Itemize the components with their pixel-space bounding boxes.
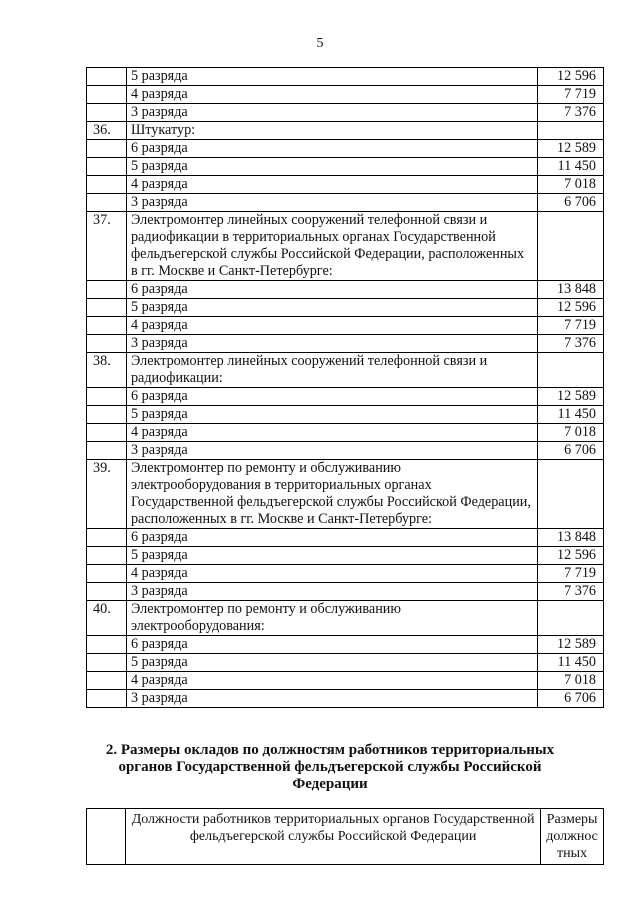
row-number-cell — [87, 68, 127, 86]
row-number-cell: 39. — [87, 460, 127, 529]
table-row — [87, 547, 604, 565]
page-number: 5 — [316, 36, 324, 51]
row-description-cell: 6 разряда — [126, 281, 537, 299]
table-row — [87, 140, 604, 158]
row-value-cell — [538, 601, 604, 636]
row-description-cell: 6 разряда — [126, 140, 537, 158]
row-number-cell — [87, 442, 127, 460]
row-value-cell: 7 376 — [538, 104, 604, 122]
table-row — [87, 690, 604, 708]
table-row — [87, 406, 604, 424]
row-description-cell: 5 разряда — [126, 406, 537, 424]
table-row — [87, 194, 604, 212]
row-value-cell: 12 589 — [538, 140, 604, 158]
table-row — [87, 317, 604, 335]
table-row — [87, 388, 604, 406]
row-value-cell: 12 589 — [538, 636, 604, 654]
row-description-cell: 6 разряда — [126, 529, 537, 547]
row-description-cell: 5 разряда — [126, 68, 537, 86]
row-value-cell — [538, 212, 604, 281]
row-number-cell — [87, 654, 127, 672]
table-row — [87, 529, 604, 547]
row-value-cell: 13 848 — [538, 529, 604, 547]
row-description-cell: 5 разряда — [126, 654, 537, 672]
row-description-cell: 3 разряда — [126, 690, 537, 708]
header-cell-sizes: Размеры должнос тных — [541, 809, 604, 865]
row-number-cell: 40. — [87, 601, 127, 636]
table-row — [87, 442, 604, 460]
row-value-cell: 12 596 — [538, 68, 604, 86]
row-number-cell — [87, 335, 127, 353]
row-value-cell: 7 719 — [538, 86, 604, 104]
row-number-cell — [87, 565, 127, 583]
table-row — [87, 601, 604, 636]
row-description-cell: 5 разряда — [126, 158, 537, 176]
row-value-cell: 7 719 — [538, 317, 604, 335]
row-value-cell: 7 376 — [538, 583, 604, 601]
row-description-cell: Электромонтер по ремонту и обслуживанию электрооборудования в территориальных органах Государственной фельдъегерской службы Российской Федерации, расположенных в гг. Москве и Санкт-Петербурге: — [126, 460, 537, 529]
row-description-cell: 4 разряда — [126, 86, 537, 104]
row-value-cell: 11 450 — [538, 654, 604, 672]
row-number-cell — [87, 299, 127, 317]
row-value-cell — [538, 122, 604, 140]
row-number-cell: 36. — [87, 122, 127, 140]
table-row — [87, 424, 604, 442]
table-row — [87, 335, 604, 353]
row-number-cell — [87, 406, 127, 424]
row-description-cell: 4 разряда — [126, 176, 537, 194]
row-value-cell: 7 376 — [538, 335, 604, 353]
row-description-cell: 3 разряда — [126, 104, 537, 122]
table-row — [87, 104, 604, 122]
row-description-cell: 5 разряда — [126, 299, 537, 317]
row-description-cell: 4 разряда — [126, 565, 537, 583]
row-number-cell — [87, 194, 127, 212]
table-row — [87, 583, 604, 601]
row-number-cell — [87, 583, 127, 601]
row-number-cell — [87, 672, 127, 690]
row-description-cell: 4 разряда — [126, 424, 537, 442]
table-row — [87, 212, 604, 281]
row-number-cell — [87, 690, 127, 708]
row-description-cell: Штукатур: — [126, 122, 537, 140]
row-number-cell — [87, 317, 127, 335]
row-number-cell — [87, 281, 127, 299]
row-value-cell: 6 706 — [538, 442, 604, 460]
row-value-cell: 6 706 — [538, 194, 604, 212]
row-description-cell: 4 разряда — [126, 317, 537, 335]
table-row — [87, 68, 604, 86]
section-heading: 2. Размеры окладов по должностям работников территориальных органов Государственной фельдъегерской службы Российской Федерации — [105, 742, 555, 792]
table-row — [87, 636, 604, 654]
row-value-cell: 13 848 — [538, 281, 604, 299]
row-value-cell — [538, 460, 604, 529]
table-row — [87, 672, 604, 690]
row-number-cell: 37. — [87, 212, 127, 281]
row-number-cell — [87, 529, 127, 547]
header-cell-positions: Должности работников территориальных органов Государственной фельдъегерской службы Российской Федерации — [126, 809, 541, 865]
table-row — [87, 122, 604, 140]
header-cell-number — [87, 809, 126, 865]
row-number-cell — [87, 547, 127, 565]
row-value-cell: 6 706 — [538, 690, 604, 708]
row-number-cell — [87, 636, 127, 654]
row-number-cell — [87, 140, 127, 158]
table-row — [87, 299, 604, 317]
row-value-cell: 7 719 — [538, 565, 604, 583]
salary-table — [86, 67, 604, 708]
row-number-cell — [87, 158, 127, 176]
row-description-cell: 3 разряда — [126, 194, 537, 212]
row-number-cell — [87, 176, 127, 194]
table-row — [87, 86, 604, 104]
row-value-cell — [538, 353, 604, 388]
row-number-cell: 38. — [87, 353, 127, 388]
table-row — [87, 281, 604, 299]
row-value-cell: 7 018 — [538, 672, 604, 690]
row-value-cell: 12 589 — [538, 388, 604, 406]
table-row — [87, 460, 604, 529]
row-value-cell: 11 450 — [538, 158, 604, 176]
row-description-cell: Электромонтер линейных сооружений телефонной связи и радиофикации в территориальных органах Государственной фельдъегерской службы Российской Федерации, расположенных в гг. Москве и Санкт-Петербурге: — [126, 212, 537, 281]
row-number-cell — [87, 388, 127, 406]
row-number-cell — [87, 424, 127, 442]
table-row — [87, 565, 604, 583]
row-value-cell: 11 450 — [538, 406, 604, 424]
row-number-cell — [87, 86, 127, 104]
row-description-cell: 6 разряда — [126, 388, 537, 406]
table-row — [87, 176, 604, 194]
row-description-cell: 6 разряда — [126, 636, 537, 654]
row-value-cell: 7 018 — [538, 424, 604, 442]
row-number-cell — [87, 104, 127, 122]
row-description-cell: 3 разряда — [126, 442, 537, 460]
positions-table-header-row — [87, 809, 604, 865]
row-description-cell: Электромонтер по ремонту и обслуживанию электрооборудования: — [126, 601, 537, 636]
row-description-cell: Электромонтер линейных сооружений телефонной связи и радиофикации: — [126, 353, 537, 388]
positions-table — [86, 808, 604, 865]
row-description-cell: 3 разряда — [126, 335, 537, 353]
row-description-cell: 5 разряда — [126, 547, 537, 565]
row-value-cell: 12 596 — [538, 299, 604, 317]
row-value-cell: 7 018 — [538, 176, 604, 194]
row-description-cell: 3 разряда — [126, 583, 537, 601]
table-row — [87, 353, 604, 388]
table-row — [87, 158, 604, 176]
row-value-cell: 12 596 — [538, 547, 604, 565]
table-row — [87, 654, 604, 672]
row-description-cell: 4 разряда — [126, 672, 537, 690]
